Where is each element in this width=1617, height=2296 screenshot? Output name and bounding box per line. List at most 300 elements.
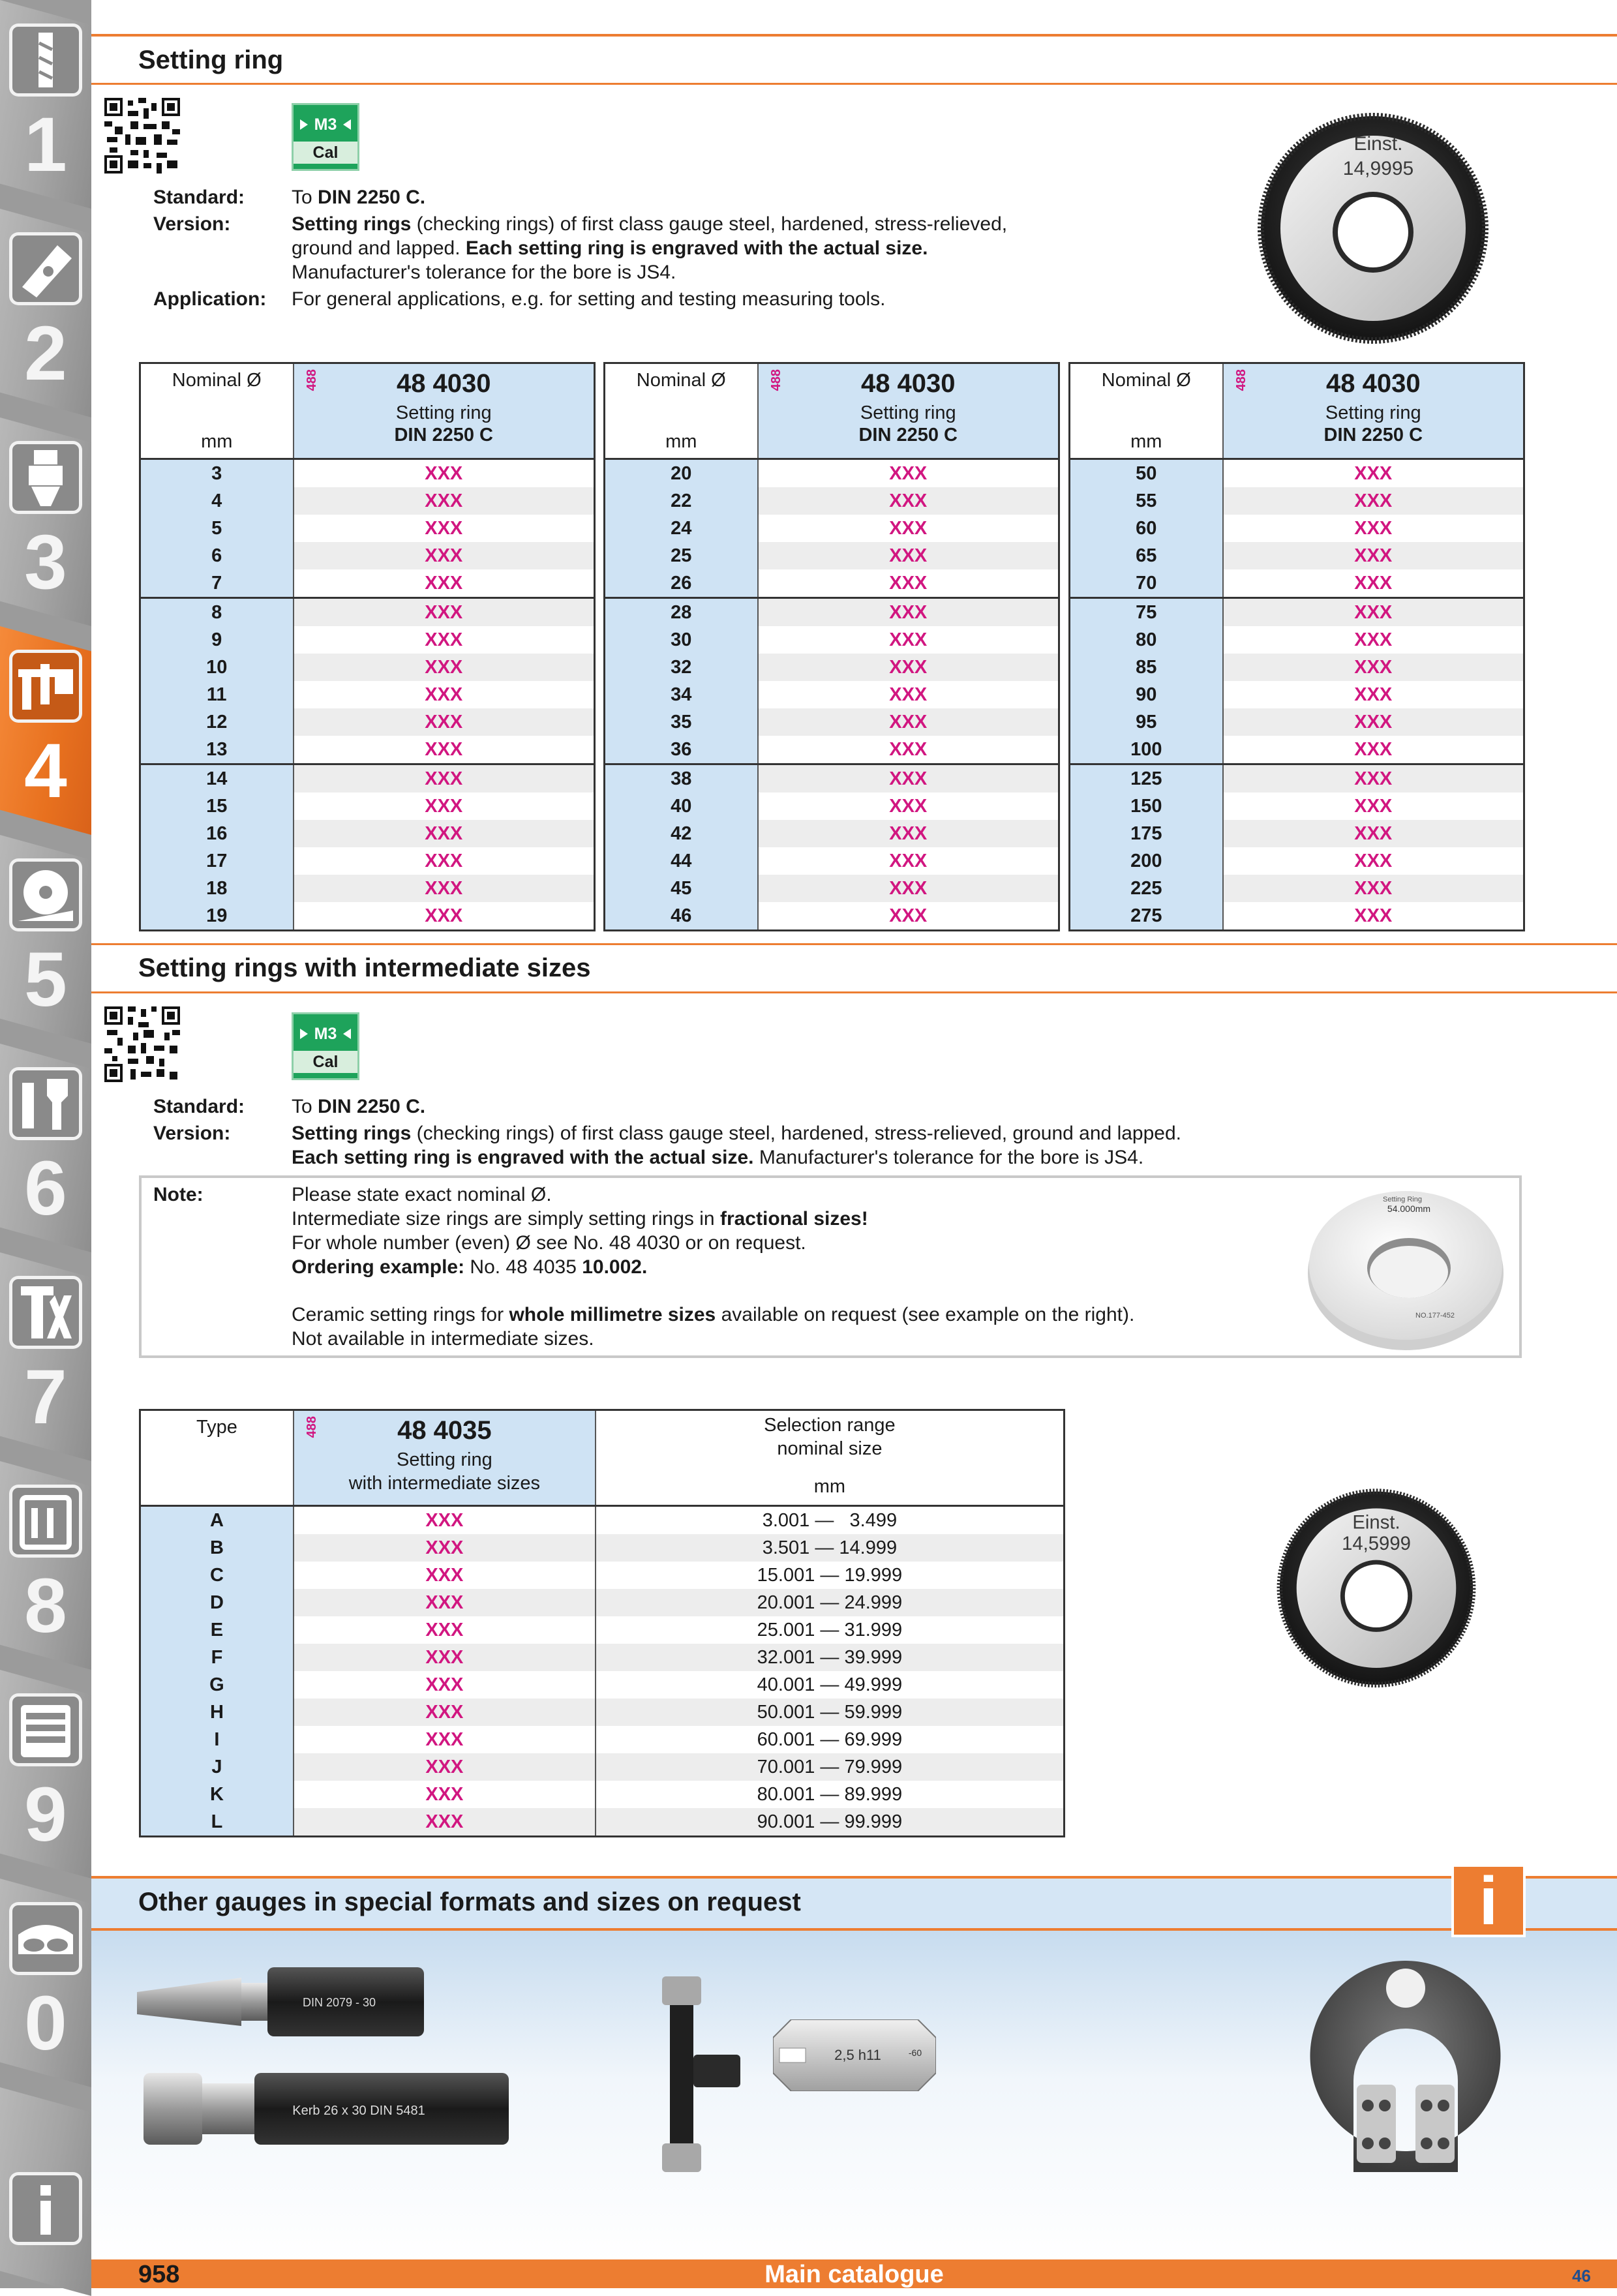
safety-glasses-icon <box>9 1902 82 1975</box>
qr-code-icon[interactable] <box>104 98 180 174</box>
article-value: XXX <box>294 1562 596 1589</box>
article-header <box>294 1410 596 1506</box>
nominal-diameter: 50 <box>1070 459 1223 488</box>
table-row <box>1070 459 1524 488</box>
table-row <box>140 681 595 708</box>
intermediate-setting-ring-image <box>1275 1486 1477 1688</box>
article-value: XXX <box>758 708 1059 736</box>
ceramic-ring-serial: NO.177-452 <box>1415 1312 1455 1320</box>
page-footer <box>91 2259 1617 2288</box>
setting-ring-image <box>1256 110 1490 344</box>
page-number: 958 <box>138 2261 180 2288</box>
cabinet-icon <box>9 1693 82 1766</box>
table-row <box>1070 487 1524 515</box>
table-row <box>140 487 595 515</box>
article-value: XXX <box>294 681 595 708</box>
tab-number: 0 <box>24 1980 67 2066</box>
table-row <box>140 1644 1065 1671</box>
version-label: Version: <box>153 1123 231 1144</box>
chapter-tab-0[interactable] <box>0 1879 91 2087</box>
type-code: C <box>140 1562 294 1589</box>
type-label: Type <box>196 1417 237 1438</box>
table-row <box>140 1699 1065 1726</box>
article-value: XXX <box>1223 736 1524 764</box>
selection-range: 3.001 — 3.499 <box>596 1506 1065 1535</box>
article-value: XXX <box>1223 598 1524 627</box>
nominal-diameter: 200 <box>1070 847 1223 875</box>
chapter-tab-9[interactable] <box>0 1670 91 1879</box>
article-value: XXX <box>758 459 1059 488</box>
selection-range: 3.501 — 14.999 <box>596 1534 1065 1562</box>
chapter-tab-5[interactable] <box>0 835 91 1044</box>
article-value: XXX <box>1223 515 1524 542</box>
tab-number: 2 <box>24 310 67 397</box>
table-row <box>605 598 1059 627</box>
article-value: XXX <box>294 459 595 488</box>
nominal-diameter: 60 <box>1070 515 1223 542</box>
type-code: L <box>140 1808 294 1837</box>
table-row <box>1070 598 1524 627</box>
standard-text: To DIN 2250 C. <box>292 187 426 208</box>
nominal-diameter: 175 <box>1070 820 1223 847</box>
tab-number: 4 <box>24 728 67 814</box>
table-row <box>140 598 595 627</box>
chapter-tab-6[interactable] <box>0 1044 91 1252</box>
nominal-diameter: 4 <box>140 487 294 515</box>
nominal-diameter: 26 <box>605 569 758 598</box>
nominal-diameter: 45 <box>605 875 758 902</box>
nominal-diameter: 14 <box>140 764 294 793</box>
table-row <box>140 820 595 847</box>
type-header <box>140 1410 294 1506</box>
version-text: Setting rings (checking rings) of first class gauge steel, hardened, stress-relieved, ground and lapped. Each setting ring is engraved with the actual size. Manufacturer's tolerance for the bore is JS4. <box>292 213 1008 283</box>
nominal-diameter: 275 <box>1070 902 1223 931</box>
table-row <box>140 515 595 542</box>
article-value: XXX <box>758 654 1059 681</box>
article-value: XXX <box>758 793 1059 820</box>
unit-label: mm <box>1130 431 1162 452</box>
nominal-diameter: 8 <box>140 598 294 627</box>
nominal-diameter: 3 <box>140 459 294 488</box>
pliers-icon <box>9 1276 82 1349</box>
chapter-tab-7[interactable] <box>0 1252 91 1461</box>
gauge-label: Kerb 26 x 30 DIN 5481 <box>292 2104 425 2118</box>
table-row <box>140 1506 1065 1535</box>
unit-label: mm <box>665 431 697 452</box>
standard-label: Standard: <box>153 1096 245 1117</box>
section-divider <box>91 991 1617 993</box>
article-value: XXX <box>294 708 595 736</box>
table-row <box>605 902 1059 931</box>
article-code: 48 4035 <box>397 1416 492 1445</box>
table-row <box>1070 654 1524 681</box>
article-value: XXX <box>294 1616 596 1644</box>
table-row <box>605 487 1059 515</box>
selection-range: 80.001 — 89.999 <box>596 1781 1065 1808</box>
drill-bit-icon <box>9 23 82 97</box>
range-label: Selection range <box>764 1415 896 1436</box>
page-ref: 488 <box>304 1416 319 1438</box>
article-value: XXX <box>294 515 595 542</box>
table-row <box>140 902 595 931</box>
nominal-label: Nominal Ø <box>636 370 726 391</box>
nominal-diameter: 7 <box>140 569 294 598</box>
article-code: 48 4030 <box>860 369 956 398</box>
article-value: XXX <box>1223 875 1524 902</box>
ceramic-setting-ring-image <box>1305 1182 1507 1353</box>
standard-text: To DIN 2250 C. <box>292 1096 426 1117</box>
nominal-diameter: 15 <box>140 793 294 820</box>
tab-number: 9 <box>24 1772 67 1858</box>
article-value: XXX <box>1223 681 1524 708</box>
article-value: XXX <box>294 902 595 931</box>
chapter-tab-2[interactable] <box>0 209 91 417</box>
article-header <box>758 363 1059 459</box>
table-row <box>605 569 1059 598</box>
nominal-diameter: 80 <box>1070 626 1223 654</box>
table-row <box>140 1808 1065 1837</box>
table-row <box>140 626 595 654</box>
article-value: XXX <box>294 736 595 764</box>
table-row <box>140 1726 1065 1753</box>
table-row <box>140 793 595 820</box>
info-icon: i <box>1479 1864 1498 1939</box>
table-row <box>605 793 1059 820</box>
article-value: XXX <box>294 598 595 627</box>
type-code: G <box>140 1671 294 1699</box>
table-row <box>140 708 595 736</box>
nominal-diameter: 5 <box>140 515 294 542</box>
nominal-diameter: 42 <box>605 820 758 847</box>
table-row <box>1070 902 1524 931</box>
article-value: XXX <box>1223 847 1524 875</box>
nominal-diameter: 70 <box>1070 569 1223 598</box>
article-value: XXX <box>294 626 595 654</box>
article-value: XXX <box>294 542 595 569</box>
unit-label: mm <box>813 1476 846 1497</box>
nominal-diameter: 16 <box>140 820 294 847</box>
type-code: A <box>140 1506 294 1535</box>
table-row <box>140 764 595 793</box>
nominal-diameter: 24 <box>605 515 758 542</box>
table-row <box>605 626 1059 654</box>
chapter-sidebar <box>0 0 91 2288</box>
article-value: XXX <box>294 1644 596 1671</box>
article-desc2: with intermediate sizes <box>348 1473 541 1494</box>
tab-number: 5 <box>24 937 67 1023</box>
nominal-diameter: 28 <box>605 598 758 627</box>
article-value: XXX <box>1223 542 1524 569</box>
table-row <box>140 1534 1065 1562</box>
article-value: XXX <box>294 1753 596 1781</box>
tab-number: 7 <box>24 1354 67 1440</box>
type-code: K <box>140 1781 294 1808</box>
nominal-diameter: 19 <box>140 902 294 931</box>
note-text: Please state exact nominal Ø. Intermediate size rings are simply setting rings in fractional sizes! For whole number (even) Ø see No. 48 4030 or on request. Ordering example: No. 48 4035 10.002. Ceramic setting rings for whole millimetre sizes available on request (see example on the right). Not available in intermediate sizes. <box>292 1184 1135 1350</box>
article-value: XXX <box>294 1506 596 1535</box>
table-row <box>140 654 595 681</box>
article-desc: Setting ring <box>397 1449 492 1470</box>
type-code: H <box>140 1699 294 1726</box>
article-value: XXX <box>758 736 1059 764</box>
badge-label-bottom: Cal <box>294 142 357 164</box>
table-row <box>605 736 1059 764</box>
tool-holder-icon <box>9 441 82 514</box>
article-value: XXX <box>294 1534 596 1562</box>
setting-ring-table-1 <box>139 362 596 931</box>
article-value: XXX <box>758 820 1059 847</box>
nominal-header <box>1070 363 1223 459</box>
table-row <box>140 1589 1065 1616</box>
table-row <box>140 875 595 902</box>
nominal-diameter: 25 <box>605 542 758 569</box>
article-desc: Setting ring <box>395 402 492 423</box>
page-ref: 488 <box>768 369 783 391</box>
table-row <box>1070 708 1524 736</box>
nominal-diameter: 150 <box>1070 793 1223 820</box>
table-row <box>140 569 595 598</box>
saw-blade-icon <box>9 858 82 931</box>
table-row <box>605 875 1059 902</box>
info-icon <box>9 2172 82 2245</box>
table-row <box>605 542 1059 569</box>
article-value: XXX <box>758 542 1059 569</box>
article-value: XXX <box>294 654 595 681</box>
nominal-diameter: 12 <box>140 708 294 736</box>
article-value: XXX <box>758 764 1059 793</box>
nominal-diameter: 38 <box>605 764 758 793</box>
selection-range: 15.001 — 19.999 <box>596 1562 1065 1589</box>
article-value: XXX <box>294 847 595 875</box>
nominal-diameter: 40 <box>605 793 758 820</box>
gauge-label: 2,5 h11 <box>834 2047 881 2063</box>
article-standard: DIN 2250 C <box>858 425 958 446</box>
selection-range: 20.001 — 24.999 <box>596 1589 1065 1616</box>
page-ref: 488 <box>1233 369 1248 391</box>
nominal-diameter: 30 <box>605 626 758 654</box>
application-label: Application: <box>153 288 267 310</box>
nominal-header <box>605 363 758 459</box>
table-row <box>140 736 595 764</box>
nominal-label: Nominal Ø <box>1101 370 1191 391</box>
table-row <box>140 1781 1065 1808</box>
nominal-diameter: 85 <box>1070 654 1223 681</box>
range-header <box>596 1410 1065 1506</box>
article-desc: Setting ring <box>1325 402 1421 423</box>
wrench-icon <box>9 1067 82 1140</box>
table-row <box>605 820 1059 847</box>
ring-engraving-value: 14,5999 <box>1342 1533 1411 1555</box>
chapter-tab-8[interactable] <box>0 1461 91 1670</box>
article-value: XXX <box>294 1781 596 1808</box>
nominal-diameter: 100 <box>1070 736 1223 764</box>
nominal-diameter: 46 <box>605 902 758 931</box>
qr-code-icon[interactable] <box>104 1006 180 1082</box>
article-value: XXX <box>294 820 595 847</box>
selection-range: 70.001 — 79.999 <box>596 1753 1065 1781</box>
table-row <box>1070 847 1524 875</box>
t-handle-gauge-image <box>656 1972 740 2175</box>
article-value: XXX <box>758 515 1059 542</box>
selection-range: 60.001 — 69.999 <box>596 1726 1065 1753</box>
chapter-tab-4[interactable] <box>0 626 91 835</box>
selection-range: 40.001 — 49.999 <box>596 1671 1065 1699</box>
article-header <box>1223 363 1524 459</box>
tab-number: 1 <box>24 102 67 188</box>
article-standard: DIN 2250 C <box>1323 425 1423 446</box>
article-value: XXX <box>294 764 595 793</box>
nominal-diameter: 125 <box>1070 764 1223 793</box>
article-value: XXX <box>1223 820 1524 847</box>
nominal-diameter: 90 <box>1070 681 1223 708</box>
type-code: E <box>140 1616 294 1644</box>
article-value: XXX <box>294 1589 596 1616</box>
nominal-diameter: 11 <box>140 681 294 708</box>
table-row <box>605 654 1059 681</box>
nominal-diameter: 75 <box>1070 598 1223 627</box>
article-value: XXX <box>1223 569 1524 598</box>
chapter-tab-3[interactable] <box>0 417 91 626</box>
article-value: XXX <box>294 1808 596 1837</box>
table-row <box>140 1753 1065 1781</box>
nominal-diameter: 32 <box>605 654 758 681</box>
nominal-diameter: 18 <box>140 875 294 902</box>
type-code: I <box>140 1726 294 1753</box>
nominal-diameter: 22 <box>605 487 758 515</box>
setting-ring-table-3 <box>1068 362 1525 931</box>
gauge-label: DIN 2079 - 30 <box>302 1996 376 2009</box>
type-code: F <box>140 1644 294 1671</box>
article-value: XXX <box>758 487 1059 515</box>
table-row <box>1070 736 1524 764</box>
version-label: Version: <box>153 213 231 235</box>
table-row <box>140 1671 1065 1699</box>
article-value: XXX <box>758 875 1059 902</box>
nominal-diameter: 17 <box>140 847 294 875</box>
table-row <box>140 847 595 875</box>
table-row <box>1070 875 1524 902</box>
ceramic-ring-size: 54.000mm <box>1387 1203 1431 1214</box>
table-row <box>140 1562 1065 1589</box>
tab-number: 8 <box>24 1563 67 1649</box>
nominal-header <box>140 363 294 459</box>
article-code: 48 4030 <box>396 369 491 398</box>
article-value: XXX <box>1223 654 1524 681</box>
table-row <box>605 681 1059 708</box>
ceramic-ring-label: Setting Ring <box>1383 1196 1422 1203</box>
nominal-diameter: 6 <box>140 542 294 569</box>
table-row <box>1070 569 1524 598</box>
article-value: XXX <box>1223 793 1524 820</box>
article-value: XXX <box>294 569 595 598</box>
table-row <box>1070 626 1524 654</box>
note-label: Note: <box>153 1184 204 1205</box>
section-divider <box>91 83 1617 85</box>
ring-engraving-value: 14,9995 <box>1342 158 1414 179</box>
catalogue-title: Main catalogue <box>764 2261 944 2288</box>
chapter-tab-i[interactable] <box>0 2087 91 2296</box>
table-row <box>605 764 1059 793</box>
table-row <box>1070 515 1524 542</box>
nominal-diameter: 225 <box>1070 875 1223 902</box>
calibration-badge <box>292 103 359 171</box>
chapter-tab-1[interactable] <box>0 0 91 209</box>
standard-label: Standard: <box>153 187 245 208</box>
page-ref: 488 <box>304 369 319 391</box>
article-value: XXX <box>758 569 1059 598</box>
selection-range: 90.001 — 99.999 <box>596 1808 1065 1837</box>
table-row <box>140 459 595 488</box>
article-value: XXX <box>1223 708 1524 736</box>
section-title-setting-ring: Setting ring <box>138 46 284 74</box>
table-row <box>605 459 1059 488</box>
nominal-diameter: 44 <box>605 847 758 875</box>
article-value: XXX <box>1223 626 1524 654</box>
article-value: XXX <box>294 1726 596 1753</box>
toolbox-icon <box>9 1485 82 1558</box>
section-divider <box>91 943 1617 945</box>
nominal-diameter: 34 <box>605 681 758 708</box>
type-code: J <box>140 1753 294 1781</box>
special-gauges-banner <box>91 1876 1617 1931</box>
table-row <box>1070 681 1524 708</box>
table-row <box>1070 820 1524 847</box>
nominal-diameter: 20 <box>605 459 758 488</box>
application-text: For general applications, e.g. for setting and testing measuring tools. <box>292 288 886 310</box>
intermediate-ring-table <box>139 1409 1065 1837</box>
badge-label-top: M3 <box>314 1025 337 1043</box>
snap-gauge-image <box>773 2019 936 2091</box>
nominal-diameter: 95 <box>1070 708 1223 736</box>
article-value: XXX <box>758 902 1059 931</box>
section-title-intermediate: Setting rings with intermediate sizes <box>138 954 591 982</box>
section-divider <box>91 34 1617 37</box>
article-value: XXX <box>758 847 1059 875</box>
unit-label: mm <box>201 431 233 452</box>
table-row <box>1070 793 1524 820</box>
ring-engraving-label: Einst. <box>1352 1512 1400 1533</box>
table-row <box>1070 764 1524 793</box>
article-value: XXX <box>758 626 1059 654</box>
table-row <box>140 542 595 569</box>
plug-gauge-images <box>137 1963 515 2159</box>
table-row <box>605 847 1059 875</box>
selection-range: 32.001 — 39.999 <box>596 1644 1065 1671</box>
article-header <box>294 363 595 459</box>
version-text: Setting rings (checking rings) of first class gauge steel, hardened, stress-relieved, ground and lapped. Each setting ring is engraved with the actual size. Manufacturer's tolerance for the bore is JS4. <box>292 1123 1181 1168</box>
special-gauges-title: Other gauges in special formats and sizes on request <box>138 1888 801 1916</box>
c-gauge-image <box>1308 1957 1504 2172</box>
nominal-diameter: 55 <box>1070 487 1223 515</box>
table-row <box>605 708 1059 736</box>
article-value: XXX <box>294 1671 596 1699</box>
article-code: 48 4030 <box>1325 369 1421 398</box>
info-button[interactable] <box>1451 1864 1526 1937</box>
table-row <box>140 1616 1065 1644</box>
article-value: XXX <box>1223 764 1524 793</box>
article-value: XXX <box>294 1699 596 1726</box>
cutting-insert-icon <box>9 232 82 305</box>
badge-label-top: M3 <box>314 115 337 134</box>
article-value: XXX <box>1223 902 1524 931</box>
article-value: XXX <box>1223 459 1524 488</box>
nominal-diameter: 35 <box>605 708 758 736</box>
article-value: XXX <box>294 875 595 902</box>
nominal-diameter: 10 <box>140 654 294 681</box>
table-row <box>1070 542 1524 569</box>
nominal-diameter: 65 <box>1070 542 1223 569</box>
ring-engraving-label: Einst. <box>1353 133 1403 155</box>
